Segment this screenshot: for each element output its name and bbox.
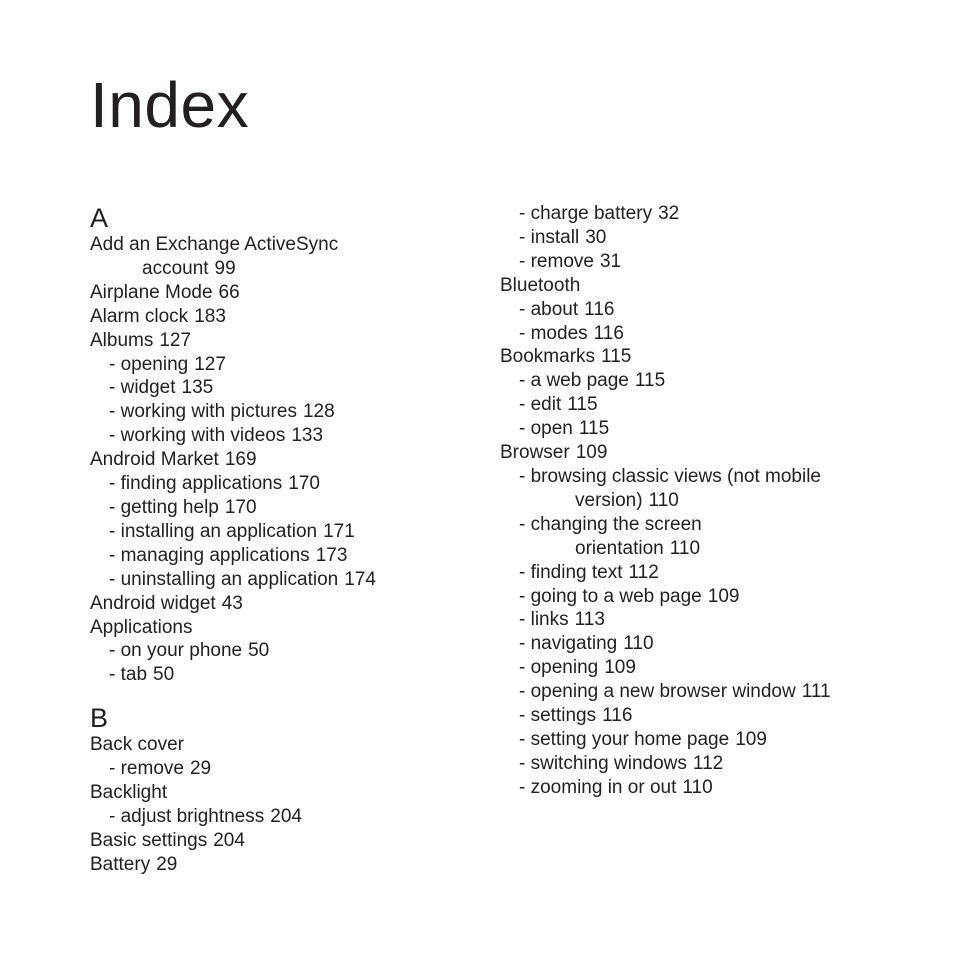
index-subentry: [500, 680, 920, 704]
entry-page: 99: [214, 257, 236, 279]
entry-page: 174: [344, 568, 376, 590]
entry-page: 30: [585, 226, 607, 248]
index-subentry: [500, 417, 920, 441]
entry-page: 116: [584, 298, 615, 320]
index-subentry: [500, 369, 920, 393]
entry-text: - remove: [109, 758, 184, 780]
entry-text: Alarm clock: [90, 305, 189, 327]
index-subentry: [90, 639, 490, 663]
index-subentry: [90, 757, 490, 781]
entry-text: - on your phone: [109, 640, 243, 662]
entry-page: 173: [315, 544, 348, 566]
section-letter-a: A: [90, 203, 109, 233]
entry-text: Browser: [500, 442, 570, 464]
entry-text: - edit: [519, 394, 562, 416]
index-subentry: [500, 202, 920, 226]
entry-text: version): [575, 489, 643, 511]
entry-text: - open: [519, 418, 573, 440]
index-subentry: [500, 298, 920, 322]
entry-page: 127: [159, 329, 192, 351]
entry-page: 116: [602, 705, 633, 727]
entry-page: 109: [604, 657, 636, 679]
entry-text: Backlight: [90, 782, 168, 804]
index-entry: [90, 853, 490, 877]
index-subentry: [90, 544, 490, 568]
index-subentry: [500, 728, 920, 752]
entry-page: 66: [218, 281, 240, 303]
entry-text: Airplane Mode: [90, 281, 213, 303]
entry-page: 204: [270, 805, 302, 827]
entry-text: Basic settings: [90, 829, 208, 851]
index-entry: [90, 829, 490, 853]
entry-text: - working with pictures: [109, 401, 297, 423]
index-entry: [500, 441, 920, 465]
entry-text: - a web page: [519, 370, 629, 392]
entry-page: 183: [194, 305, 226, 327]
index-subentry: [500, 465, 920, 489]
index-subentry: [500, 226, 920, 250]
index-entry: [90, 781, 490, 805]
index-subentry: [90, 376, 490, 400]
entry-text: - links: [519, 609, 569, 631]
page-title: Index: [90, 69, 250, 141]
entry-page: 127: [194, 353, 226, 375]
index-subentry: [500, 776, 920, 800]
entry-page: 115: [601, 346, 632, 368]
entry-text: - widget: [109, 377, 176, 399]
entry-text: - about: [519, 298, 579, 320]
entry-text: - modes: [519, 322, 588, 344]
entry-text: - remove: [519, 250, 594, 272]
index-entry: [90, 733, 490, 757]
entry-text: - opening: [519, 657, 599, 679]
section-letter-b: B: [90, 703, 109, 734]
entry-page: 32: [658, 203, 680, 224]
index-subentry: [500, 585, 920, 609]
index-subentry-continuation: [500, 489, 920, 513]
entry-text: - managing applications: [109, 544, 310, 566]
entry-page: 110: [682, 776, 713, 798]
entry-page: 133: [291, 425, 324, 447]
entry-page: 29: [189, 758, 212, 780]
entry-page: 171: [323, 520, 355, 542]
index-entry: [90, 616, 490, 640]
entry-text: - opening: [109, 353, 189, 375]
entry-page: 31: [599, 250, 622, 272]
index-subentry: [500, 393, 920, 417]
index-subentry: [90, 568, 490, 592]
index-subentry: [500, 561, 920, 585]
entry-page: 115: [634, 370, 666, 392]
index-entry: [500, 345, 920, 369]
index-subentry-continuation: [500, 537, 920, 561]
entry-text: - zooming in or out: [519, 776, 677, 798]
entry-text: - installing an application: [109, 520, 318, 542]
index-subentry: [500, 322, 920, 346]
entry-page: 50: [248, 640, 270, 662]
entry-page: 109: [707, 585, 740, 607]
entry-text: - changing the screen: [519, 513, 702, 535]
index-subentry: [90, 472, 490, 496]
entry-page: 169: [224, 449, 257, 471]
index-subentry: [500, 513, 920, 537]
entry-text: - charge battery: [519, 203, 653, 224]
entry-text: - settings: [519, 705, 597, 727]
entry-text: - navigating: [519, 633, 618, 655]
entry-text: - finding applications: [109, 473, 283, 495]
entry-text: - working with videos: [109, 425, 286, 447]
entry-page: 109: [575, 442, 608, 464]
entry-text: - uninstalling an application: [109, 568, 339, 590]
entry-page: 29: [156, 853, 178, 875]
index-entry: [90, 281, 490, 305]
entry-text: Back cover: [90, 734, 184, 756]
index-subentry: [500, 608, 920, 632]
index-subentry: [500, 250, 920, 274]
entry-text: Android widget: [90, 592, 216, 614]
index-column-left: [90, 203, 490, 877]
entry-text: Albums: [90, 329, 154, 351]
index-entry: [500, 274, 920, 298]
entry-text: orientation: [575, 537, 664, 559]
entry-text: Applications: [90, 616, 193, 638]
index-subentry: [500, 632, 920, 656]
index-subentry: [500, 752, 920, 776]
entry-page: 204: [213, 829, 245, 851]
index-entry: [90, 305, 490, 329]
entry-page: 115: [567, 394, 598, 416]
entry-page: 110: [669, 537, 701, 559]
entry-text: - tab: [109, 664, 148, 686]
index-subentry: [90, 520, 490, 544]
index-entry: [90, 592, 490, 616]
entry-text: - finding text: [519, 561, 623, 583]
index-subentry: [90, 424, 490, 448]
entry-text: - install: [519, 226, 580, 248]
entry-page: 43: [221, 592, 243, 614]
entry-page: 109: [735, 728, 767, 750]
entry-page: 128: [302, 401, 335, 423]
entry-page: 110: [623, 633, 654, 655]
entry-page: 116: [593, 322, 624, 344]
index-subentry: [90, 805, 490, 829]
entry-text: Battery: [90, 853, 151, 875]
index-subentry: [90, 400, 490, 424]
entry-text: Add an Exchange ActiveSync: [90, 234, 339, 255]
index-subentry: [90, 496, 490, 520]
entry-text: - browsing classic views (not mobile: [519, 465, 821, 487]
entry-page: 50: [153, 664, 175, 686]
entry-text: - switching windows: [519, 752, 687, 774]
entry-text: - opening a new browser window: [519, 681, 796, 703]
entry-page: 110: [648, 489, 679, 511]
entry-page: 135: [181, 377, 214, 399]
index-subentry: [500, 704, 920, 728]
entry-text: - going to a web page: [519, 585, 702, 607]
entry-text: Android Market: [90, 449, 219, 471]
entry-text: - adjust brightness: [109, 805, 265, 827]
entry-page: 113: [574, 609, 605, 631]
entry-text: Bookmarks: [500, 346, 596, 368]
index-column-right: [500, 202, 920, 800]
entry-page: 170: [288, 473, 320, 495]
entry-page: 112: [628, 561, 659, 583]
index-subentry: [500, 656, 920, 680]
index-subentry: [90, 353, 490, 377]
index-entry-continuation: [90, 257, 490, 281]
entry-text: Bluetooth: [500, 274, 581, 296]
index-entry: [90, 448, 490, 472]
entry-page: 115: [578, 418, 610, 440]
index-subentry: [90, 663, 490, 687]
index-entry: [90, 329, 490, 353]
entry-text: - setting your home page: [519, 728, 730, 750]
entry-page: 112: [692, 752, 724, 774]
index-entry: [90, 233, 490, 257]
entry-text: account: [142, 257, 209, 279]
entry-text: - getting help: [109, 496, 219, 518]
entry-page: 170: [224, 496, 257, 518]
entry-page: 111: [801, 681, 831, 703]
